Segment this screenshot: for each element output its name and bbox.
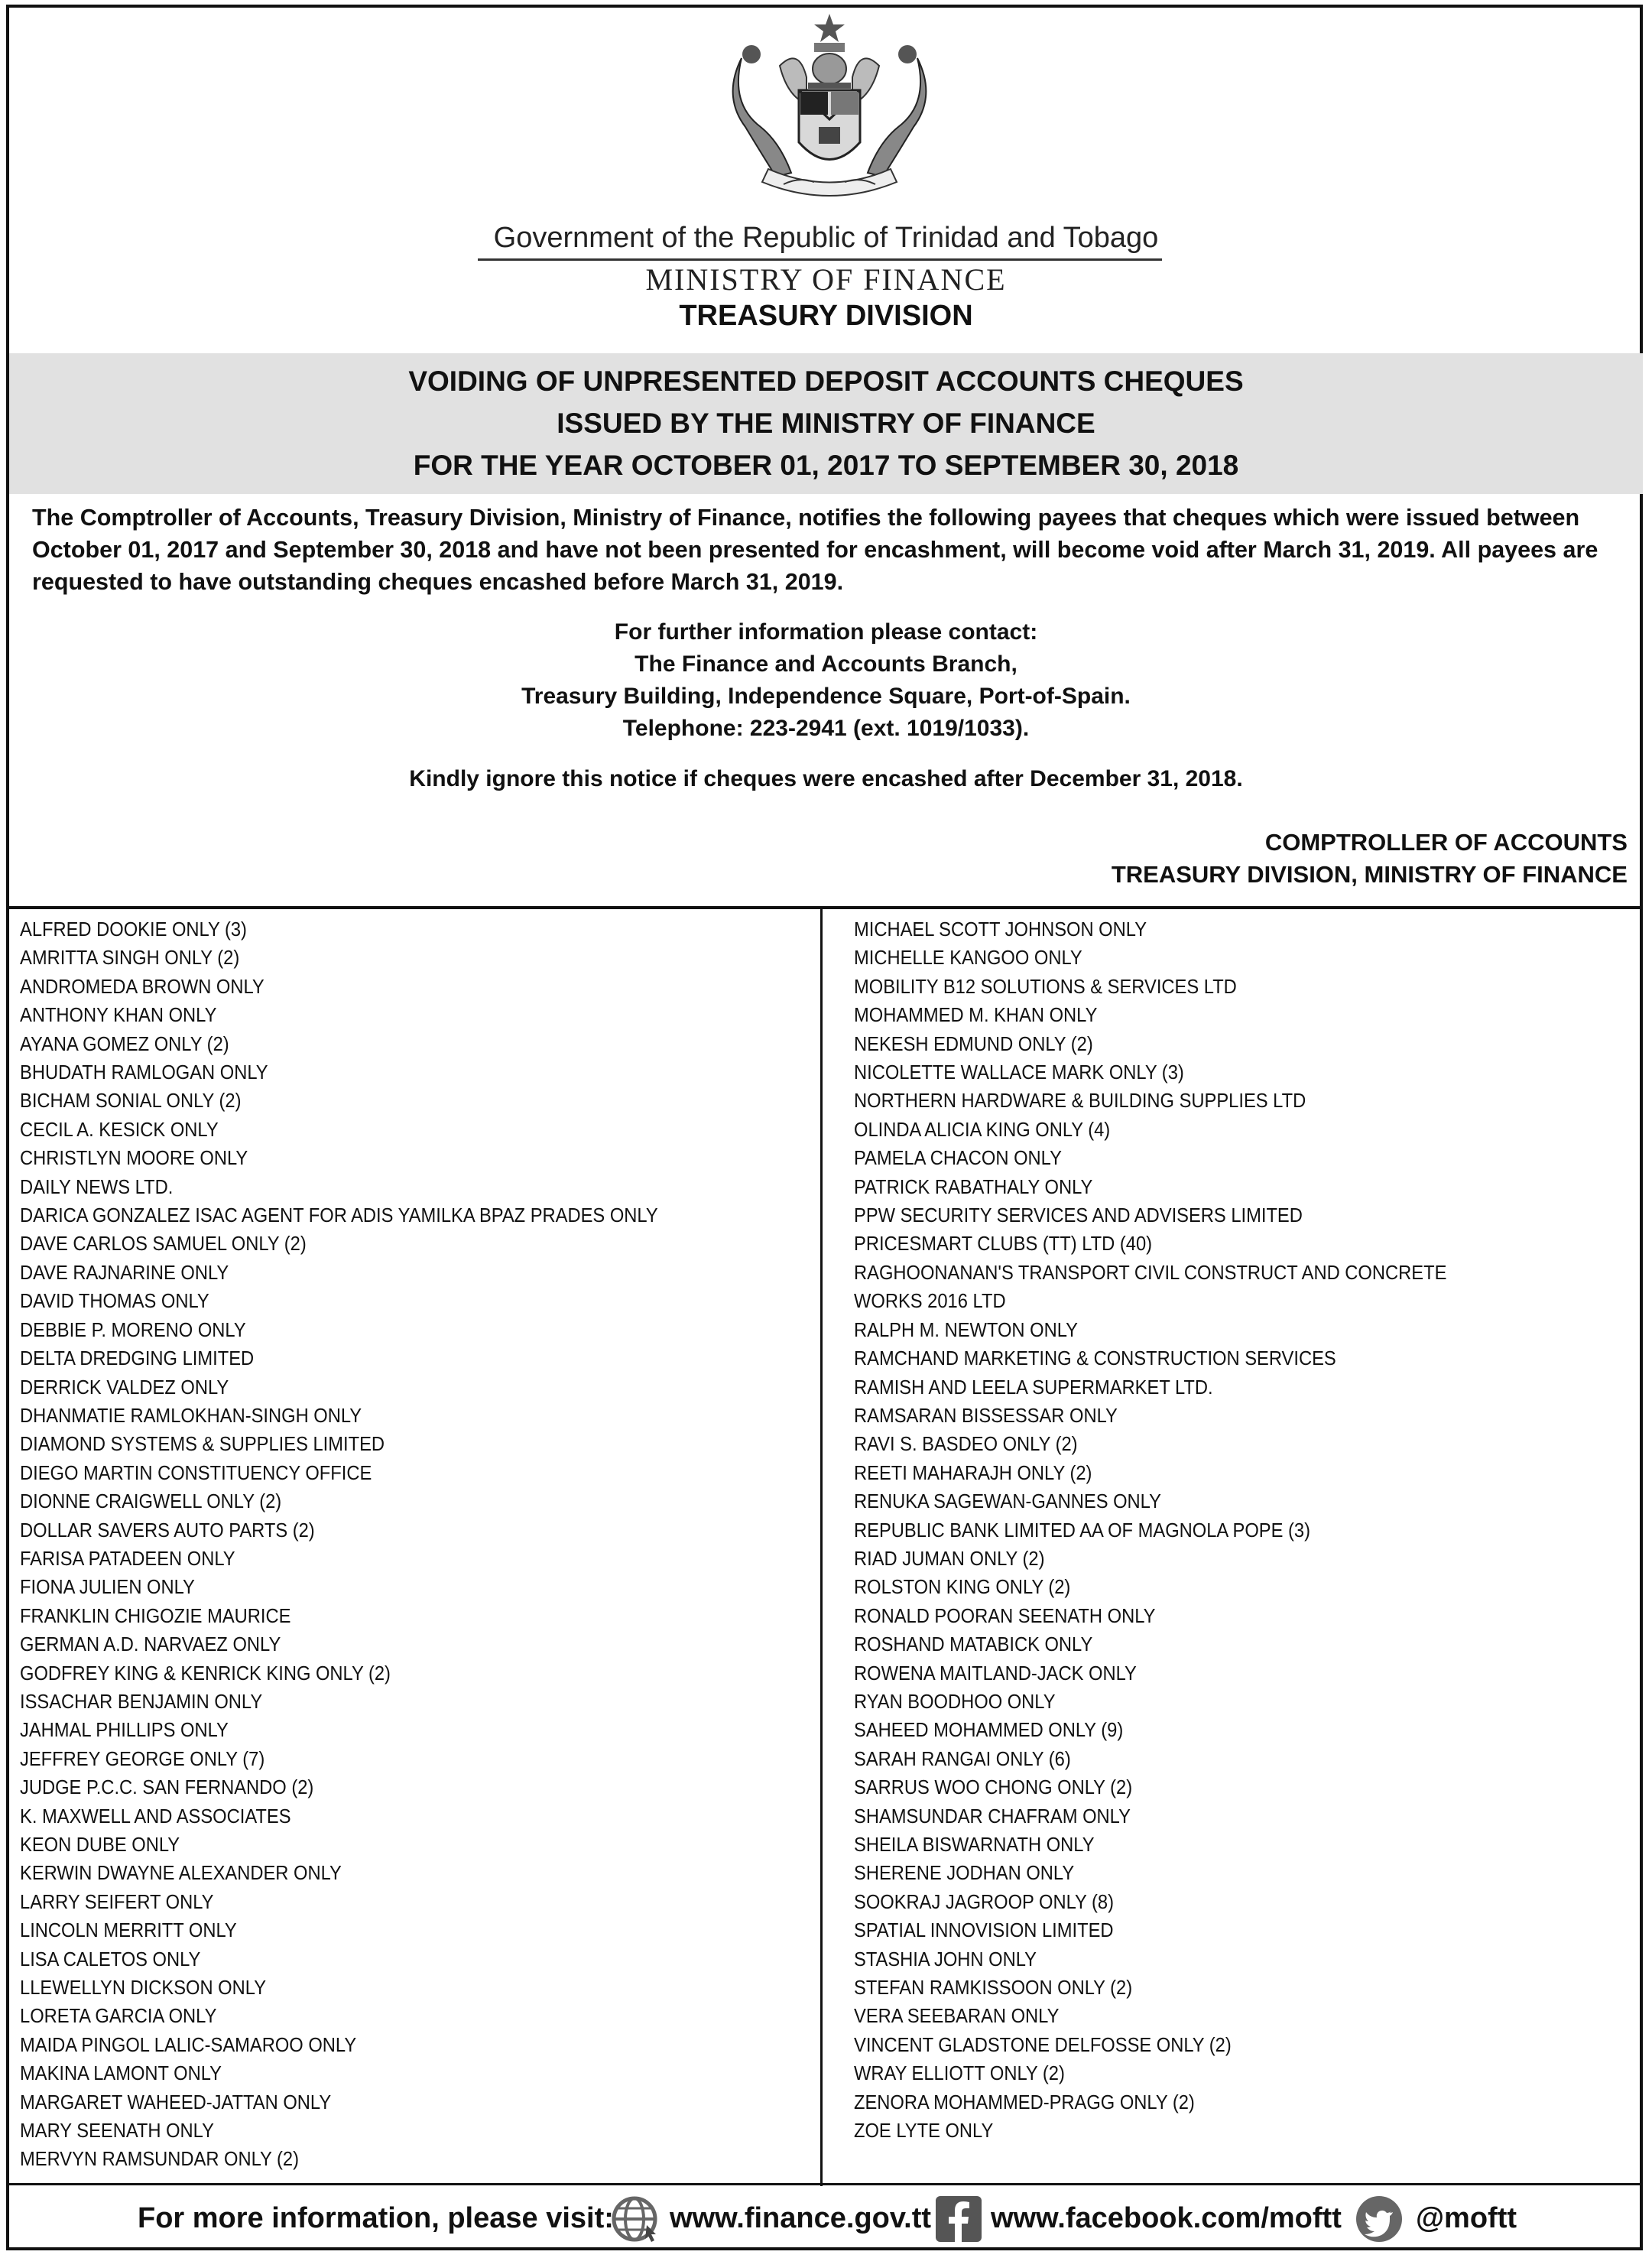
- payee-list-item: SHAMSUNDAR CHAFRAM ONLY: [854, 1805, 1131, 1828]
- payee-list-item: LINCOLN MERRITT ONLY: [20, 1920, 237, 1942]
- payee-list-item: LARRY SEIFERT ONLY: [20, 1891, 214, 1913]
- payee-list-item: DEBBIE P. MORENO ONLY: [20, 1319, 246, 1341]
- footer-divider: [9, 2183, 1643, 2185]
- payee-list-item: LISA CALETOS ONLY: [20, 1948, 201, 1970]
- facebook-link[interactable]: www.facebook.com/moftt: [991, 2202, 1342, 2234]
- payee-list-item: DHANMATIE RAMLOKHAN-SINGH ONLY: [20, 1405, 362, 1427]
- payee-list-item: CHRISTLYN MOORE ONLY: [20, 1148, 248, 1170]
- footer: [0, 2188, 1652, 2247]
- contact-telephone: Telephone: 223-2941 (ext. 1019/1033).: [622, 716, 1030, 741]
- payee-list-item: DIAMOND SYSTEMS & SUPPLIES LIMITED: [20, 1434, 385, 1456]
- payee-list-left: [20, 916, 658, 2175]
- payee-list-item: SPATIAL INNOVISION LIMITED: [854, 1920, 1114, 1942]
- payee-list-item: JAHMAL PHILLIPS ONLY: [20, 1720, 229, 1742]
- payee-list-item: RIAD JUMAN ONLY (2): [854, 1548, 1045, 1570]
- payee-list-item: REETI MAHARAJH ONLY (2): [854, 1462, 1092, 1484]
- payee-list-item: RENUKA SAGEWAN-GANNES ONLY: [854, 1491, 1161, 1513]
- payee-list-item: MAIDA PINGOL LALIC-SAMAROO ONLY: [20, 2034, 357, 2056]
- payee-list-item: MARGARET WAHEED-JATTAN ONLY: [20, 2091, 332, 2113]
- payee-list-item: BHUDATH RAMLOGAN ONLY: [20, 1062, 268, 1084]
- list-top-divider: [9, 906, 1643, 909]
- payee-list-item: SARAH RANGAI ONLY (6): [854, 1748, 1071, 1770]
- payee-list-item: MARY SEENATH ONLY: [20, 2120, 214, 2143]
- payee-list-item: PAMELA CHACON ONLY: [854, 1148, 1062, 1170]
- payee-list-item: SHEILA BISWARNATH ONLY: [854, 1834, 1095, 1856]
- contact-address: Treasury Building, Independence Square, Port-of-Spain.: [521, 684, 1131, 709]
- payee-list-item: WRAY ELLIOTT ONLY (2): [854, 2063, 1065, 2085]
- ministry-name: MINISTRY OF FINANCE: [645, 262, 1007, 297]
- payee-list-item: OLINDA ALICIA KING ONLY (4): [854, 1119, 1111, 1141]
- payee-list-item: ZOE LYTE ONLY: [854, 2120, 994, 2143]
- payee-list-item: DIONNE CRAIGWELL ONLY (2): [20, 1491, 282, 1513]
- payee-list-item: NEKESH EDMUND ONLY (2): [854, 1033, 1093, 1055]
- payee-list-item: RAMCHAND MARKETING & CONSTRUCTION SERVICES: [854, 1348, 1336, 1370]
- payee-list-item: WORKS 2016 LTD: [854, 1291, 1006, 1313]
- payee-list-item: JUDGE P.C.C. SAN FERNANDO (2): [20, 1777, 314, 1799]
- payee-list-item: MOHAMMED M. KHAN ONLY: [854, 1005, 1098, 1027]
- contact-branch: The Finance and Accounts Branch,: [635, 651, 1017, 677]
- payee-list-item: PRICESMART CLUBS (TT) LTD (40): [854, 1233, 1153, 1256]
- column-divider: [820, 909, 823, 2186]
- payee-list-right: [854, 916, 1446, 2146]
- payee-list-item: GERMAN A.D. NARVAEZ ONLY: [20, 1634, 281, 1656]
- payee-list-item: PPW SECURITY SERVICES AND ADVISERS LIMITED: [854, 1205, 1303, 1227]
- banner-title-line-2: ISSUED BY THE MINISTRY OF FINANCE: [557, 408, 1095, 439]
- payee-list-item: MOBILITY B12 SOLUTIONS & SERVICES LTD: [854, 976, 1237, 998]
- payee-list-item: DERRICK VALDEZ ONLY: [20, 1376, 229, 1399]
- contact-heading: For further information please contact:: [614, 619, 1038, 645]
- payee-list-item: JEFFREY GEORGE ONLY (7): [20, 1748, 265, 1770]
- payee-list-item: SHERENE JODHAN ONLY: [854, 1863, 1075, 1885]
- payee-list-item: DIEGO MARTIN CONSTITUENCY OFFICE: [20, 1462, 372, 1484]
- payee-list-item: MERVYN RAMSUNDAR ONLY (2): [20, 2149, 300, 2171]
- payee-list-item: DOLLAR SAVERS AUTO PARTS (2): [20, 1519, 315, 1542]
- ignore-notice: Kindly ignore this notice if cheques were encashed after December 31, 2018.: [409, 766, 1243, 791]
- payee-list-item: ALFRED DOOKIE ONLY (3): [20, 919, 247, 941]
- signature-department: TREASURY DIVISION, MINISTRY OF FINANCE: [1111, 861, 1628, 888]
- payee-list-item: LORETA GARCIA ONLY: [20, 2006, 217, 2028]
- payee-list-item: DAVID THOMAS ONLY: [20, 1291, 209, 1313]
- payee-list-item: RAMSARAN BISSESSAR ONLY: [854, 1405, 1118, 1427]
- payee-list-item: MAKINA LAMONT ONLY: [20, 2063, 222, 2085]
- payee-list-item: MICHELLE KANGOO ONLY: [854, 947, 1082, 970]
- payee-list-item: FARISA PATADEEN ONLY: [20, 1548, 235, 1570]
- payee-list-item: RALPH M. NEWTON ONLY: [854, 1319, 1078, 1341]
- payee-list-item: ROSHAND MATABICK ONLY: [854, 1634, 1093, 1656]
- footer-lead-text: For more information, please visit:: [138, 2202, 614, 2234]
- payee-list-item: PATRICK RABATHALY ONLY: [854, 1176, 1093, 1198]
- globe-icon: [610, 2195, 659, 2243]
- payee-list-item: VINCENT GLADSTONE DELFOSSE ONLY (2): [854, 2034, 1232, 2056]
- payee-list-item: ISSACHAR BENJAMIN ONLY: [20, 1691, 263, 1713]
- payee-list-item: DARICA GONZALEZ ISAC AGENT FOR ADIS YAMILKA BPAZ PRADES ONLY: [20, 1205, 658, 1227]
- signature-title: COMPTROLLER OF ACCOUNTS: [1264, 829, 1628, 856]
- payee-list-item: SARRUS WOO CHONG ONLY (2): [854, 1777, 1133, 1799]
- payee-list-item: CECIL A. KESICK ONLY: [20, 1119, 219, 1141]
- payee-list-item: RAMISH AND LEELA SUPERMARKET LTD.: [854, 1376, 1213, 1399]
- payee-list-item: GODFREY KING & KENRICK KING ONLY (2): [20, 1662, 391, 1685]
- payee-list-item: DELTA DREDGING LIMITED: [20, 1348, 255, 1370]
- payee-list-item: FRANKLIN CHIGOZIE MAURICE: [20, 1605, 291, 1627]
- notice-intro-paragraph: The Comptroller of Accounts, Treasury Division, Ministry of Finance, notifies the following payees that cheques which were issued between October 01, 2017 and September 30, 2018 and have not been presented for encashment, will become void after March 31, 2019. All payees are requested to have outstanding cheques encashed before March 31, 2019.: [32, 505, 1598, 595]
- payee-list-item: NICOLETTE WALLACE MARK ONLY (3): [854, 1062, 1184, 1084]
- payee-list-item: RYAN BOODHOO ONLY: [854, 1691, 1056, 1713]
- website-link[interactable]: www.finance.gov.tt: [670, 2202, 932, 2234]
- payee-list-item: STEFAN RAMKISSOON ONLY (2): [854, 1977, 1133, 2000]
- banner-title-line-3: FOR THE YEAR OCTOBER 01, 2017 TO SEPTEMBER 30, 2018: [413, 450, 1239, 481]
- payee-list-item: ZENORA MOHAMMED-PRAGG ONLY (2): [854, 2091, 1195, 2113]
- payee-list-item: AYANA GOMEZ ONLY (2): [20, 1033, 229, 1055]
- banner-title-line-1: VOIDING OF UNPRESENTED DEPOSIT ACCOUNTS CHEQUES: [408, 366, 1244, 397]
- payee-list-item: DAVE RAJNARINE ONLY: [20, 1262, 229, 1284]
- coat-of-arms-logo: [715, 12, 944, 211]
- payee-list-item: MICHAEL SCOTT JOHNSON ONLY: [854, 919, 1147, 941]
- payee-list-item: KERWIN DWAYNE ALEXANDER ONLY: [20, 1863, 342, 1885]
- division-name: TREASURY DIVISION: [679, 300, 973, 332]
- payee-list-item: AMRITTA SINGH ONLY (2): [20, 947, 240, 970]
- twitter-icon: [1355, 2195, 1404, 2243]
- facebook-icon: [934, 2195, 983, 2243]
- payee-list-item: VERA SEEBARAN ONLY: [854, 2006, 1060, 2028]
- payee-list-item: ROWENA MAITLAND-JACK ONLY: [854, 1662, 1137, 1685]
- payee-list-item: RAGHOONANAN'S TRANSPORT CIVIL CONSTRUCT AND CONCRETE: [854, 1262, 1447, 1284]
- payee-list-item: DAVE CARLOS SAMUEL ONLY (2): [20, 1233, 307, 1256]
- payee-list-item: KEON DUBE ONLY: [20, 1834, 180, 1856]
- payee-list-item: DAILY NEWS LTD.: [20, 1176, 174, 1198]
- payee-list-item: BICHAM SONIAL ONLY (2): [20, 1090, 242, 1113]
- payee-list-item: REPUBLIC BANK LIMITED AA OF MAGNOLA POPE (3): [854, 1519, 1310, 1542]
- payee-list-item: ROLSTON KING ONLY (2): [854, 1577, 1071, 1599]
- payee-list-item: NORTHERN HARDWARE & BUILDING SUPPLIES LTD: [854, 1090, 1306, 1113]
- payee-list-item: RONALD POORAN SEENATH ONLY: [854, 1605, 1156, 1627]
- payee-list-item: SAHEED MOHAMMED ONLY (9): [854, 1720, 1124, 1742]
- payee-list-item: LLEWELLYN DICKSON ONLY: [20, 1977, 267, 2000]
- payee-list-item: STASHIA JOHN ONLY: [854, 1948, 1037, 1970]
- payee-list-item: K. MAXWELL AND ASSOCIATES: [20, 1805, 291, 1828]
- payee-list-item: ANDROMEDA BROWN ONLY: [20, 976, 265, 998]
- twitter-handle[interactable]: @moftt: [1416, 2202, 1517, 2234]
- payee-list-item: SOOKRAJ JAGROOP ONLY (8): [854, 1891, 1115, 1913]
- header-divider: [478, 258, 1162, 261]
- payee-list-item: ANTHONY KHAN ONLY: [20, 1005, 217, 1027]
- payee-list-item: FIONA JULIEN ONLY: [20, 1577, 195, 1599]
- government-name: Government of the Republic of Trinidad and Tobago: [493, 222, 1159, 254]
- payee-list-item: RAVI S. BASDEO ONLY (2): [854, 1434, 1078, 1456]
